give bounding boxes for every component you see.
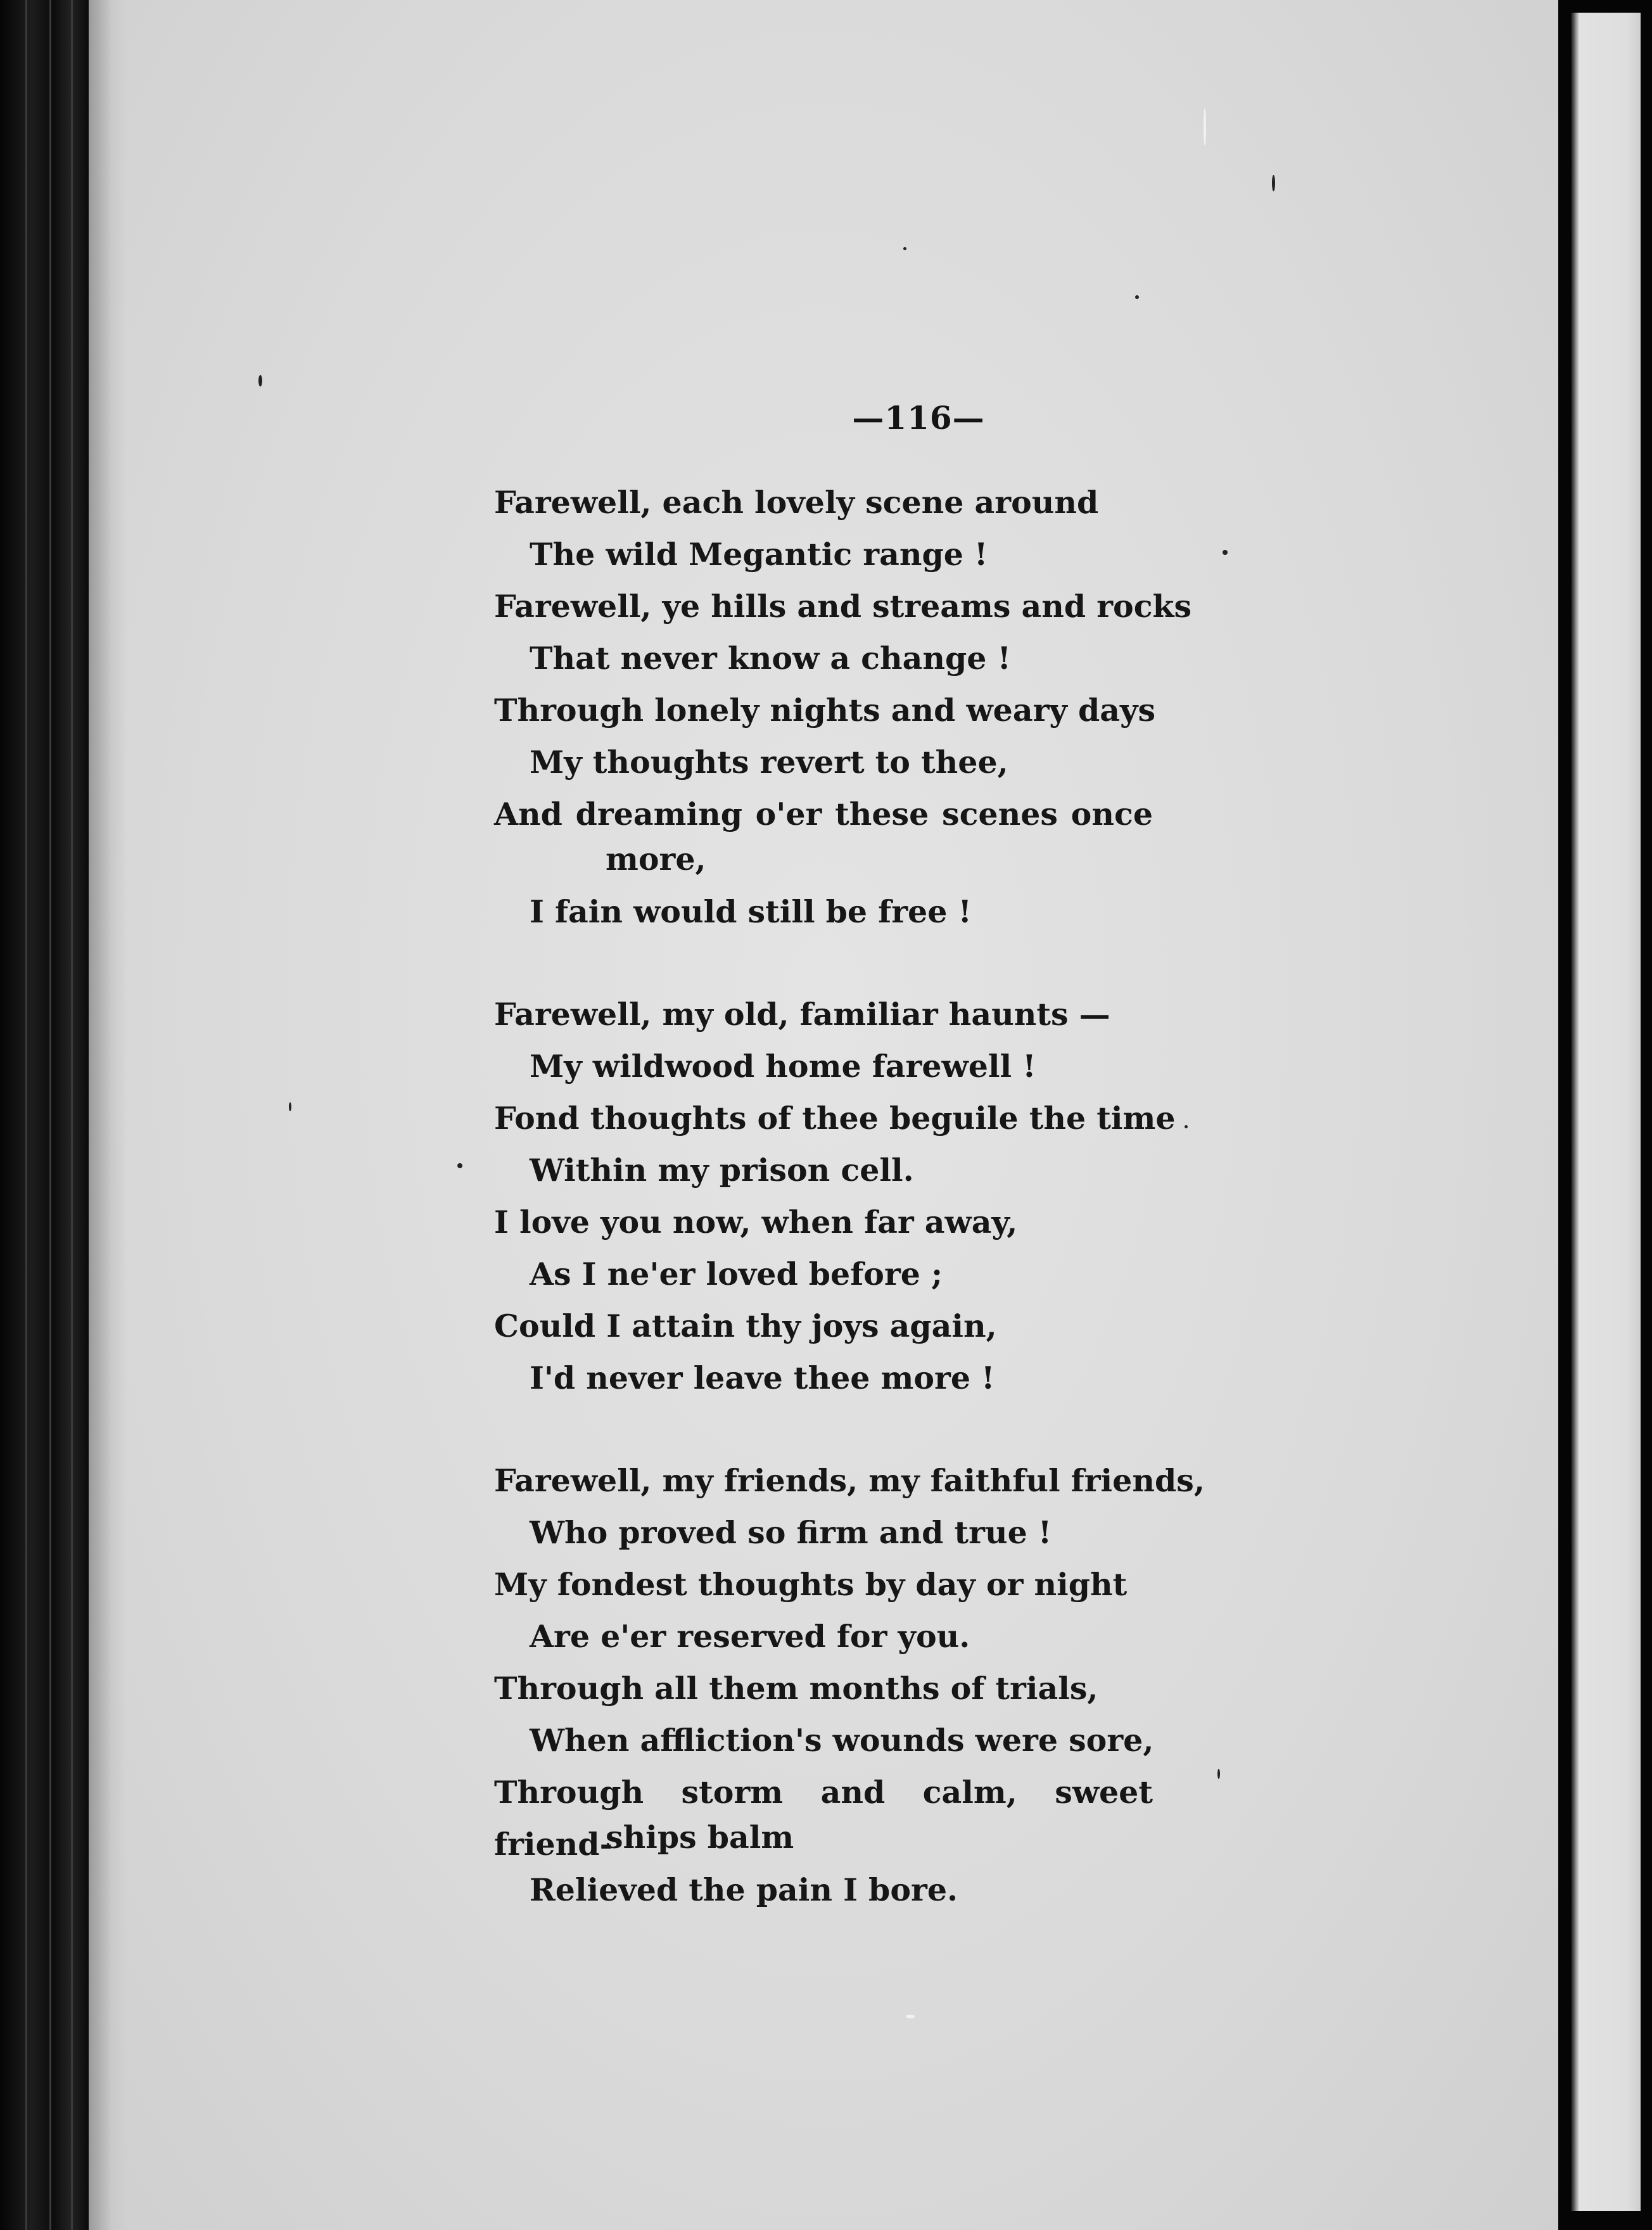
dust-speck xyxy=(457,1163,462,1168)
poem-line: Through all them months of trials, xyxy=(494,1670,1098,1707)
poem-line: My thoughts revert to thee, xyxy=(530,744,1008,780)
poem-line: And dreaming o'er these scenes once xyxy=(494,796,1153,832)
binding-edge-line xyxy=(25,0,27,2230)
poem-line: Could I attain thy joys again, xyxy=(494,1308,997,1344)
poem xyxy=(494,476,1205,1916)
poem-line: I'd never leave thee more ! xyxy=(530,1360,995,1396)
poem-line: Fond thoughts of thee beguile the time xyxy=(494,1100,1176,1137)
poem-line: Through lonely nights and weary days xyxy=(494,692,1156,729)
poem-stanza xyxy=(494,476,1192,938)
poem-line: I love you now, when far away, xyxy=(494,1204,1018,1240)
page-gutter-shadow xyxy=(89,0,127,2230)
poem-line: Farewell, ye hills and streams and rocks xyxy=(494,588,1192,625)
poem-line: Within my prison cell. xyxy=(530,1152,914,1188)
dust-speck xyxy=(1272,175,1275,191)
poem-stanza xyxy=(494,988,1176,1404)
poem-line: Through storm and calm, sweet friend- xyxy=(494,1774,1153,1863)
binding-edge-line xyxy=(71,0,73,2230)
poem-line-continuation: more, xyxy=(606,841,706,877)
poem-line: Farewell, each lovely scene around xyxy=(494,484,1099,521)
scratch-mark xyxy=(906,2015,915,2018)
poem-line: I fain would still be free ! xyxy=(530,893,972,930)
dust-speck xyxy=(1217,1769,1220,1779)
scratch-mark xyxy=(1204,108,1206,146)
poem-line-continuation: ships balm xyxy=(606,1819,794,1856)
poem-line: Farewell, my friends, my faithful friends, xyxy=(494,1462,1205,1499)
poem-line: As I ne'er loved before ; xyxy=(530,1256,943,1292)
poem-line: Farewell, my old, familiar haunts — xyxy=(494,996,1110,1033)
dust-speck xyxy=(1135,295,1139,299)
poem-line: My wildwood home farewell ! xyxy=(530,1048,1036,1085)
dust-speck xyxy=(258,375,262,386)
dust-speck xyxy=(1223,550,1228,555)
poem-line: Who proved so firm and true ! xyxy=(530,1514,1052,1551)
page-number: —116— xyxy=(852,399,985,436)
dust-speck xyxy=(903,247,906,250)
binding-edge-line xyxy=(49,0,51,2230)
dust-speck xyxy=(1185,1125,1188,1128)
poem-line: My fondest thoughts by day or night xyxy=(494,1566,1128,1603)
next-page-edge xyxy=(1571,13,1641,2211)
poem-line: Relieved the pain I bore. xyxy=(530,1871,958,1908)
dust-speck xyxy=(289,1102,291,1111)
poem-stanza xyxy=(494,1455,1205,1916)
poem-line: The wild Megantic range ! xyxy=(530,536,988,573)
poem-line: Are e'er reserved for you. xyxy=(530,1618,970,1655)
poem-line: That never know a change ! xyxy=(530,640,1012,677)
poem-line: When affliction's wounds were sore, xyxy=(530,1722,1154,1759)
book-binding xyxy=(0,0,89,2230)
